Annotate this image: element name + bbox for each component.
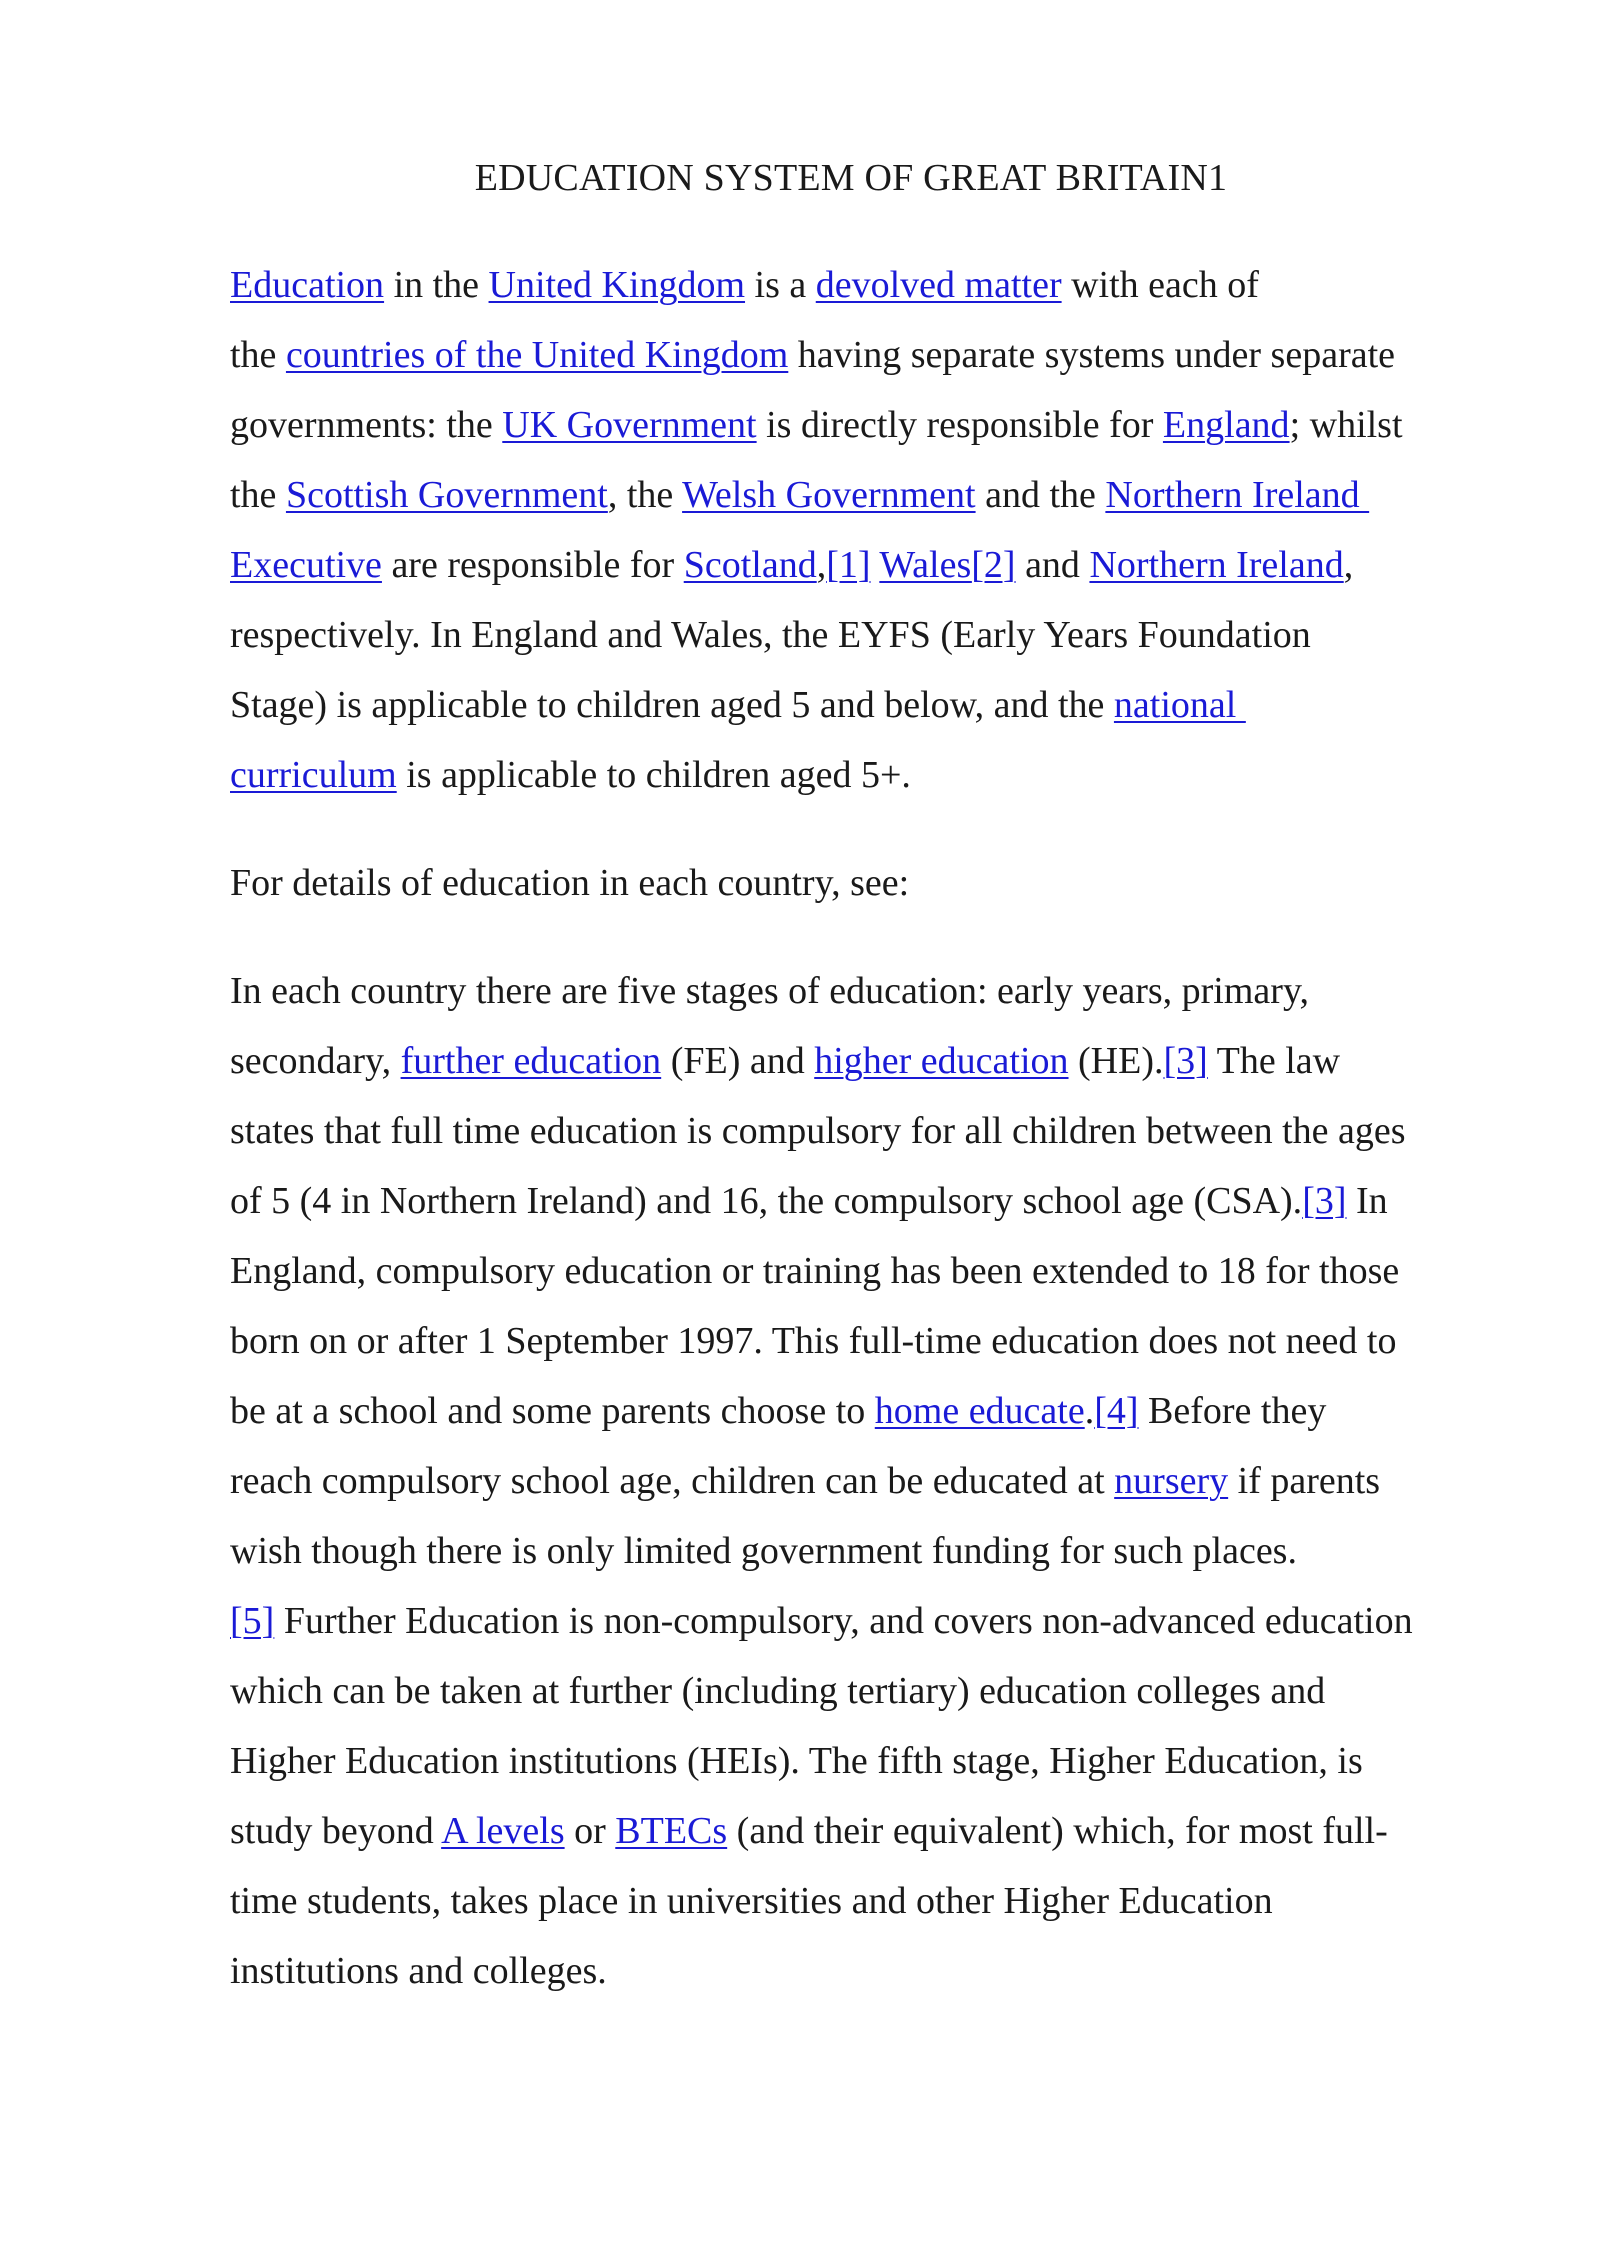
text: or [564, 1810, 616, 1852]
link-united-kingdom[interactable]: United Kingdom [488, 264, 746, 306]
link-wales[interactable]: Wales [879, 544, 972, 586]
document-title: EDUCATION SYSTEM OF GREAT BRITAIN1 [474, 157, 1228, 199]
paragraph-3-line-8 [230, 1446, 1380, 1516]
link-uk-government[interactable]: UK Government [502, 404, 757, 446]
link-education[interactable]: Education [230, 264, 385, 306]
link-scottish-government[interactable]: Scottish Government [285, 474, 608, 516]
text: in the [384, 264, 489, 306]
text: study beyond [230, 1810, 442, 1852]
paragraph-3-line-3 [230, 1096, 1406, 1166]
paragraph-3-line-11 [230, 1656, 1325, 1726]
citation-link-3[interactable]: [3] [1163, 1040, 1208, 1082]
text: Further Education is non-compulsory, and covers non-advanced education [274, 1600, 1413, 1642]
paragraph-3-line-7 [230, 1376, 1326, 1446]
text: The law [1207, 1040, 1341, 1082]
text: with each of [1061, 264, 1259, 306]
paragraph-1-line-5 [230, 530, 1353, 600]
citation-link-1[interactable]: [1] [826, 544, 871, 586]
link-a-levels[interactable]: A levels [441, 1810, 565, 1852]
link-further-education[interactable]: further education [400, 1040, 662, 1082]
text: In [1346, 1180, 1388, 1222]
paragraph-1-line-2 [230, 320, 1395, 390]
paragraph-3-line-15 [230, 1936, 607, 2006]
text: , the [607, 474, 683, 516]
text: is directly responsible for [756, 404, 1163, 446]
paragraph-3-line-9 [230, 1516, 1297, 1586]
link-welsh-government[interactable]: Welsh Government [682, 474, 976, 516]
link-northern-ireland[interactable]: Northern Ireland [1089, 544, 1344, 586]
text: and [1015, 544, 1090, 586]
citation-link-5[interactable]: [5] [230, 1600, 275, 1642]
paragraph-1-line-6 [230, 600, 1311, 670]
text: born on or after 1 September 1997. This full-time education does not need to [230, 1320, 1397, 1362]
paragraph-3-line-14 [230, 1866, 1273, 1936]
text: , [816, 544, 827, 586]
link-btecs[interactable]: BTECs [615, 1810, 728, 1852]
link-countries-of-the-united-kingdom[interactable]: countries of the United Kingdom [285, 334, 789, 376]
link-national-curriculum-cont[interactable]: curriculum [230, 754, 397, 796]
paragraph-1-line-3 [230, 390, 1403, 460]
text: having separate systems under separate [788, 334, 1396, 376]
text: respectively. In England and Wales, the EYFS (Early Years Foundation [230, 614, 1311, 656]
paragraph-3-line-2 [230, 1026, 1340, 1096]
text: of 5 (4 in Northern Ireland) and 16, the compulsory school age (CSA). [230, 1180, 1303, 1222]
text: if parents [1228, 1460, 1381, 1502]
link-national-curriculum[interactable]: national [1113, 684, 1246, 726]
paragraph-3-line-12 [230, 1726, 1363, 1796]
text: states that full time education is compulsory for all children between the ages [230, 1110, 1406, 1152]
link-england[interactable]: England [1162, 404, 1290, 446]
text: , [1343, 544, 1354, 586]
paragraph-3-line-4 [230, 1166, 1388, 1236]
link-home-educate[interactable]: home educate [874, 1390, 1085, 1432]
text: the [230, 334, 286, 376]
text: In each country there are five stages of education: early years, primary, [230, 970, 1309, 1012]
text: governments: the [230, 404, 503, 446]
paragraph-2-line-1 [230, 848, 909, 918]
text: (and their equivalent) which, for most full- [727, 1810, 1388, 1852]
paragraph-3-line-6 [230, 1306, 1396, 1376]
text: time students, takes place in universities and other Higher Education [230, 1880, 1273, 1922]
link-northern-ireland-executive[interactable]: Northern Ireland [1105, 474, 1370, 516]
text: (HE). [1068, 1040, 1164, 1082]
paragraph-3-line-13 [230, 1796, 1388, 1866]
link-scotland[interactable]: Scotland [683, 544, 817, 586]
text: is applicable to children aged 5+. [396, 754, 911, 796]
text: is a [745, 264, 816, 306]
text: . [1084, 1390, 1095, 1432]
paragraph-1-line-7 [230, 670, 1246, 740]
text: institutions and colleges. [230, 1950, 607, 1992]
text: reach compulsory school age, children can be educated at [230, 1460, 1115, 1502]
text: secondary, [230, 1040, 401, 1082]
text: Stage) is applicable to children aged 5 and below, and the [230, 684, 1114, 726]
text: are responsible for [381, 544, 684, 586]
citation-link-3b[interactable]: [3] [1302, 1180, 1347, 1222]
paragraph-1-line-4 [230, 460, 1369, 530]
paragraph-1-line-1 [230, 250, 1259, 320]
paragraph-3-line-5 [230, 1236, 1399, 1306]
text: For details of education in each country, see: [230, 862, 910, 904]
paragraph-3-line-1 [230, 956, 1309, 1026]
text: Higher Education institutions (HEIs). The fifth stage, Higher Education, is [230, 1740, 1363, 1782]
link-northern-ireland-executive-cont[interactable]: Executive [230, 544, 382, 586]
text: Before they [1138, 1390, 1327, 1432]
link-higher-education[interactable]: higher education [814, 1040, 1069, 1082]
text: wish though there is only limited government funding for such places. [230, 1530, 1297, 1572]
text: England, compulsory education or training has been extended to 18 for those [230, 1250, 1400, 1292]
paragraph-3-line-10 [230, 1586, 1413, 1656]
paragraph-1-line-8 [230, 740, 911, 810]
text: ; whilst [1289, 404, 1403, 446]
text: and the [975, 474, 1106, 516]
text: (FE) and [661, 1040, 815, 1082]
citation-link-4[interactable]: [4] [1094, 1390, 1139, 1432]
text: which can be taken at further (including tertiary) education colleges and [230, 1670, 1326, 1712]
text: be at a school and some parents choose to [230, 1390, 875, 1432]
link-devolved-matter[interactable]: devolved matter [815, 264, 1062, 306]
link-nursery[interactable]: nursery [1114, 1460, 1229, 1502]
citation-link-2[interactable]: [2] [971, 544, 1016, 586]
text: the [230, 474, 286, 516]
